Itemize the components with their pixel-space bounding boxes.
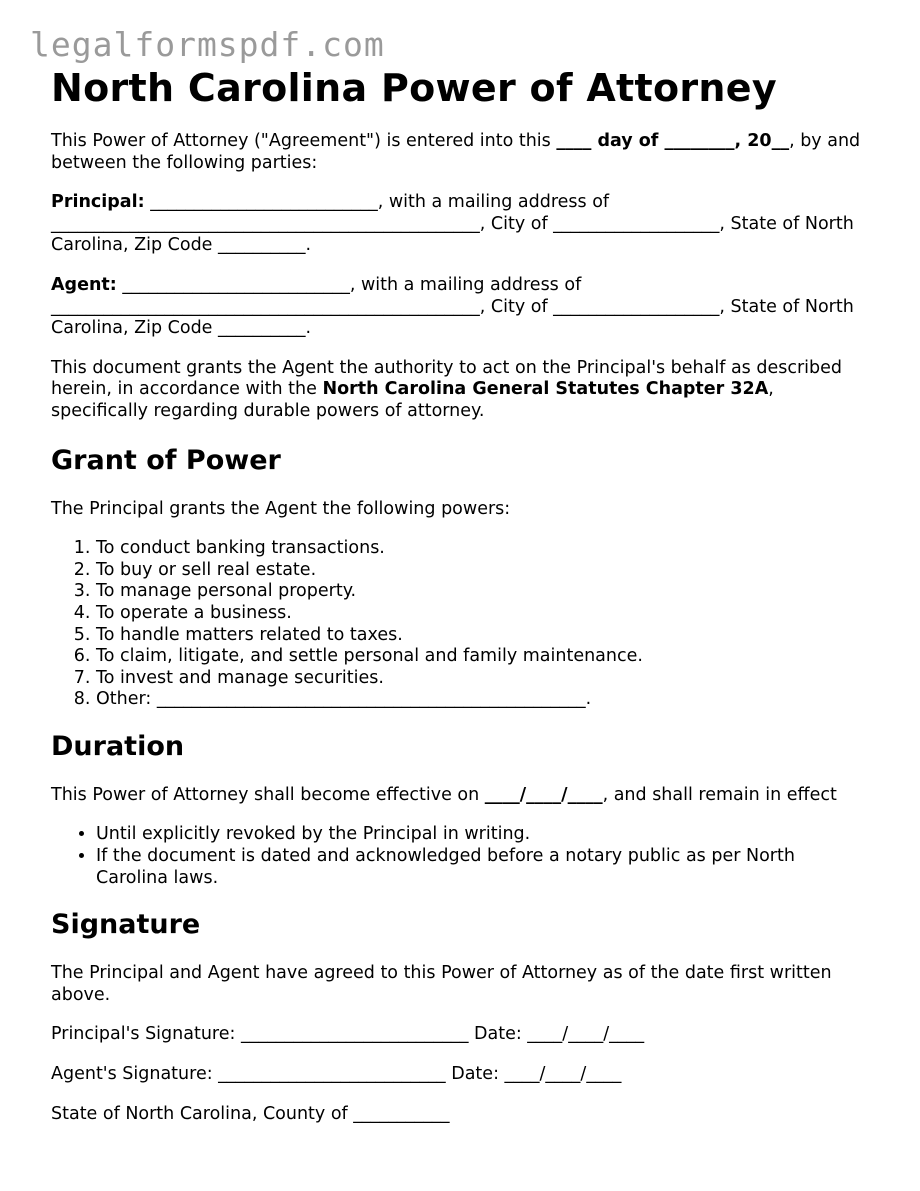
principal-text: __________________________, with a mailing address of _________________________________________________, City of ___________________, State of North Carolina, Zip Code __________.: [51, 192, 854, 256]
principal-label: Principal:: [51, 192, 145, 213]
document-body: [51, 66, 871, 1143]
power-item: 1. To conduct banking transactions.: [96, 538, 871, 560]
power-item: 4. To operate a business.: [96, 603, 871, 625]
agent-text: __________________________, with a mailing address of _________________________________________________, City of ___________________, State of North Carolina, Zip Code __________.: [51, 274, 854, 339]
power-item: 6. To claim, litigate, and settle personal and family maintenance.: [96, 646, 871, 668]
signature-heading: Signature: [51, 909, 201, 941]
agent-label: Agent:: [51, 274, 117, 295]
county-line: State of North Carolina, County of ___________: [51, 1103, 450, 1124]
statute-reference: North Carolina General Statutes Chapter 32A: [322, 379, 769, 400]
principal-signature-line: Principal's Signature: __________________________ Date: ____/____/____: [51, 1024, 645, 1045]
grant-intro: The Principal grants the Agent the following powers:: [51, 498, 511, 519]
power-item: 8. Other: _________________________________________________.: [96, 689, 871, 711]
intro-date-blank: ____ day of ________, 20__: [556, 131, 790, 151]
authority-text: This document grants the Agent the authority to act on the Principal's behalf as described herein, in accordance with the: [51, 357, 843, 400]
duration-text: This Power of Attorney shall become effective on: [51, 784, 485, 805]
principal-paragraph: [51, 192, 871, 257]
duration-item: • If the document is dated and acknowledged before a notary public as per North Carolina laws.: [96, 846, 871, 889]
power-item: 3. To manage personal property.: [96, 581, 871, 603]
agent-paragraph: [51, 275, 871, 340]
authority-text-end: , specifically regarding durable powers of attorney.: [51, 379, 774, 421]
intro-text-end: , by and between the following parties:: [51, 131, 861, 173]
intro-text: This Power of Attorney ("Agreement") is entered into this: [51, 131, 557, 151]
power-item: 7. To invest and manage securities.: [96, 668, 871, 690]
page-title: North Carolina Power of Attorney: [51, 66, 777, 110]
agent-signature-line: Agent's Signature: __________________________ Date: ____/____/____: [51, 1064, 622, 1085]
duration-text-end: , and shall remain in effect: [602, 784, 837, 805]
authority-paragraph: [51, 358, 871, 423]
intro-paragraph: [51, 131, 871, 174]
grant-heading: Grant of Power: [51, 444, 281, 476]
watermark: legalformspdf.com: [30, 25, 385, 64]
effective-date-blank: ____/____/____: [484, 784, 603, 805]
power-item: 2. To buy or sell real estate.: [96, 560, 871, 582]
powers-list: [51, 538, 871, 711]
signature-intro: The Principal and Agent have agreed to this Power of Attorney as of the date first written above.: [51, 963, 832, 1005]
duration-paragraph: [51, 785, 871, 807]
duration-heading: Duration: [51, 730, 185, 762]
duration-item: • Until explicitly revoked by the Principal in writing.: [96, 824, 871, 846]
duration-list: [51, 824, 871, 889]
power-item: 5. To handle matters related to taxes.: [96, 625, 871, 647]
